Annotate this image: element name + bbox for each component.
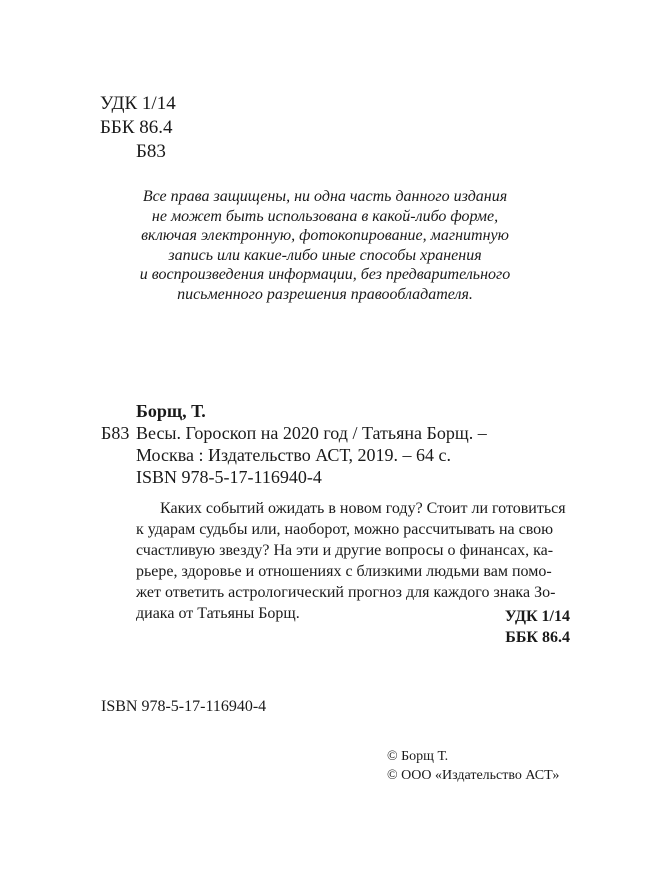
copyright-publisher: © ООО «Издательство АСТ»: [387, 768, 560, 783]
annotation-line: к ударам судьбы или, наоборот, можно рассчитывать на свою: [136, 521, 554, 538]
rights-line: запись или какие-либо иные способы хранения: [168, 246, 482, 264]
record-author: Борщ, Т.: [136, 401, 206, 421]
annotation-line: диака от Татьяны Борщ.: [136, 605, 300, 622]
rights-notice: [80, 187, 570, 304]
rights-line: письменного разрешения правообладателя.: [177, 285, 473, 303]
record-publisher-line: Москва : Издательство АСТ, 2019. – 64 с.: [136, 445, 452, 465]
udk-code: УДК 1/14: [100, 93, 176, 114]
rights-line: не может быть использована в какой-либо форме,: [151, 207, 499, 225]
rights-line: и воспроизведения информации, без предварительного: [139, 266, 511, 283]
udk-code: УДК 1/14: [504, 608, 570, 625]
copyright-author: © Борщ Т.: [387, 749, 449, 764]
record-title-line: Весы. Гороскоп на 2020 год / Татьяна Борщ. –: [136, 423, 487, 443]
author-sign-code: Б83: [136, 141, 166, 162]
bbk-code: ББК 86.4: [100, 117, 173, 138]
annotation-line: жет ответить астрологический прогноз для каждого знака Зо-: [136, 584, 556, 601]
rights-line: включая электронную, фотокопирование, магнитную: [141, 227, 509, 244]
annotation-line: рьере, здоровье и отношениях с близкими людьми вам помо-: [136, 563, 552, 580]
record-isbn-line: ISBN 978-5-17-116940-4: [136, 467, 322, 487]
bbk-code: ББК 86.4: [505, 629, 570, 646]
rights-line: Все права защищены, ни одна часть данного издания: [142, 188, 508, 205]
copyright-notices: [387, 747, 559, 785]
record-code: Б83: [101, 423, 130, 443]
annotation-line: счастливую звезду? На эти и другие вопросы о финансах, ка-: [136, 542, 554, 559]
bibliographic-record: [136, 422, 487, 488]
annotation-line: Каких событий ожидать в новом году? Стоит ли готовиться: [160, 500, 566, 517]
isbn: ISBN 978-5-17-116940-4: [101, 698, 267, 715]
top-classification: [100, 92, 176, 164]
annotation-classification: [505, 606, 570, 648]
